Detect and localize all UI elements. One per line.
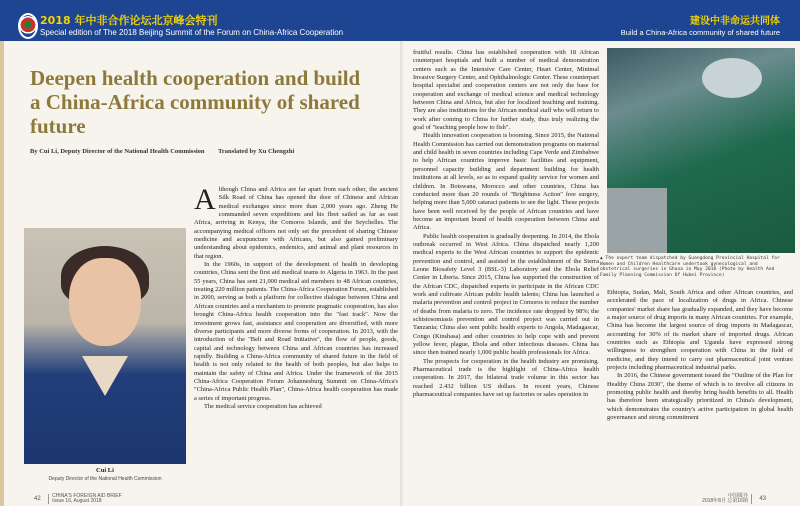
section-title-cn: 建设中非命运共同体 <box>690 16 780 27</box>
page-edge <box>0 41 4 506</box>
author: By Cui Li, Deputy Director of the National Health Commission <box>30 148 205 155</box>
article-title: Deepen health cooperation and build a China-Africa community of shared future <box>30 66 361 138</box>
paragraph: The medical service cooperation has achieved <box>204 402 322 410</box>
footer-left <box>28 494 122 504</box>
paragraph: Although China and Africa are far apart from each other, the ancient Silk Road of China has opened the door of Chinese and African medical exchanges since more than 2,000 years ago. Zheng He commanded seven expeditions and his fleet sailed as far as east Africa, arriving in Kenya, the Comoros Islands, and the Seychelles. The accompanying medical officers not only set the precedent of sharing Chinese medicine and acupuncture with Africans, but also gained preliminary understanding about epidemics, endemics, and animal and plant resources in that region. <box>194 183 398 260</box>
paragraph: In 2016, the Chinese government issued the "Outline of the Plan for Healthy China 2030", the theme of which is to involve all citizens in promoting public health and thereby bring health benefits to all. Health has therefore been strategically prioritized in China's development, which demonstrates the country's active participation in global health governance and strong commitment <box>607 372 793 422</box>
photo-surgical-lamp <box>702 58 762 98</box>
magazine-name-cn: 中国援外 <box>727 493 748 499</box>
paragraph: The prospects for cooperation in the health industry are promising. Pharmaceutical trade is the highlight of China-Africa health cooperation. In 2017, the bilateral trade volume in this sector has reached 2.432 billion US dollars. In recent years, Chinese pharmaceutical companies have set up factories or sales operation in <box>413 357 599 399</box>
byline <box>30 148 306 155</box>
photo-caption-role: Deputy Director of the National Health Commission <box>48 476 162 482</box>
footer-right <box>702 494 772 504</box>
header-banner <box>0 0 800 41</box>
special-edition-title-en: Special edition of The 2018 Beijing Summit of the Forum on China-Africa Cooperation <box>40 28 344 37</box>
page-spine <box>400 41 404 506</box>
photo-instrument-tray <box>607 188 667 253</box>
page-number-left: 42 <box>34 496 41 503</box>
paragraph: Public health cooperation is gradually deepening. In 2014, the Ebola outbreak occurred in West Africa. China dispatched nearly 1,200 medical experts to the West African countries to support the epidemic prevention and control, and assisted in the establishment of the Sierra Leone Biosafety Level 3 (BSL-3) Laboratory and the Ebola Relief Center in Liberia. Since 2015, China has supported the construction of the African CDC, dispatched experts to participate in the African CDC work and cultivate African public health talents; China has launched a malaria prevention and control project in Comoros to reduce the number of deaths from malaria to zero. The incidence rate dropped by 98%; the schistosomiasis prevention and control project was carried out in Tanzania; China also sent public health experts to Angola, Madagascar, Congo (Kinshasa) and other countries to help cope with and prevent yellow fever, plague, Ebola and other infectious diseases. China has since then trained nearly 1,000 public health professionals for Africa. <box>413 232 599 357</box>
paragraph: Ethiopia, Sudan, Mali, South Africa and other African countries, and accelerated the pace of localization of drugs in Africa. Chinese companies' market share has gradually expanded, and they have become a major source of drug imports in many African countries. For example, China has become the largest source of drug imports in Madagascar, accounting for 30% of its market share of imported drugs. African countries such as Ethiopia and Uganda have expressed strong willingness to strengthen cooperation with China in the field of medicine, and they intend to carry out pharmaceutical joint venture projects including pharmaceutical industrial parks. <box>607 289 793 372</box>
column-2 <box>413 49 599 399</box>
page-number-right: 43 <box>759 496 766 503</box>
special-edition-title-cn: 2018 年中非合作论坛北京峰会特刊 <box>40 14 218 27</box>
magazine-name: CHINA'S FOREIGN AID BRIEF <box>52 493 122 499</box>
issue-cn: 2018年8月 总第16期 <box>702 498 748 504</box>
column-1 <box>194 183 398 411</box>
translator: Translated by Xu Chengzhi <box>218 148 295 155</box>
drop-cap: A <box>194 183 216 216</box>
column-3 <box>607 289 793 423</box>
surgery-photo <box>607 48 795 253</box>
issue: Issue 16, August 2018 <box>52 498 102 504</box>
paragraph: Health innovation cooperation is booming. Since 2015, the National Health Commission has carried out demonstration programs on maternal and child health in seven countries including Cape Verde and Zimbabwe to help African countries improve basic facilities and equipment, personnel capacity building and department building for health institutions at all levels, so as to expand quality service for women and children. In Botswana, Morocco and other countries, China has conducted more than 20 rounds of "Brightness Action" free surgery, helping more than 5,000 cataract patients to see the light. These projects have been well received by the people of African countries and have become an important brand of health cooperation between China and Africa. <box>413 132 599 232</box>
author-photo <box>24 228 186 464</box>
paragraph: fruitful results. China has established cooperation with 18 African counterpart hospitals and built a number of medical demonstration centers such as the Intensive Care Center, Heart Center, Minimal Invasive Surgery Center, and Ophthalmologic Center. These counterpart hospital specialist and cooperation centers are not only the base for cooperation and exchange of medical science and medical technology between China and Africa, but also for localized teaching and training. They are also institutions for the African medical staff who will return to work after coming to China for further study, thus truly realizing the goal of "teaching people how to fish". <box>413 49 599 132</box>
photo-face <box>69 258 141 346</box>
surgery-photo-caption: ▲ The expert team dispatched by Guangdong Provincial Hospital for Women and Children Healthcare undertook gynecological and obstetrical surgeries in Ghana in May 2018 (Photo by Health And Family Planning Commission Of Hubei Province) <box>600 256 780 278</box>
photo-caption-name: Cui Li <box>96 467 114 474</box>
forum-logo-icon <box>18 13 38 39</box>
photo-collar <box>82 356 128 396</box>
paragraph: In the 1960s, in support of the development of health in developing countries, China sent the first aid medical teams to Algeria in 1963. In the past 55 years, China has sent 21,000 medical aid members to 48 African countries, treating 220 million patients. The China-Africa Cooperation Forum, established in 2000, serving as both a platform for collective dialogue between China and African countries and a mechanism to promote pragmatic cooperation, has also brought China-Africa health cooperation into the "fast track". Now the investment grows fast, assistance and cooperation are diversified, with more diverse participants and more diverse forms of cooperation. In 2013, with the introduction of the "Belt and Road Initiative", the flow of people, goods, capital and technology between China and African countries has increased rapidly. Building a China-Africa community of shared future in the field of health is not only related to the health of both peoples, but also helps to maintain the safety of China and Africa. Under the framework of the 2015 China-Africa Cooperation Forum Johannesburg Summit on China-Africa's "China-Africa Public Health Plan", China-Africa health cooperation has made a series of important progress. <box>194 261 398 402</box>
section-title-en: Build a China-Africa community of shared future <box>620 28 780 37</box>
